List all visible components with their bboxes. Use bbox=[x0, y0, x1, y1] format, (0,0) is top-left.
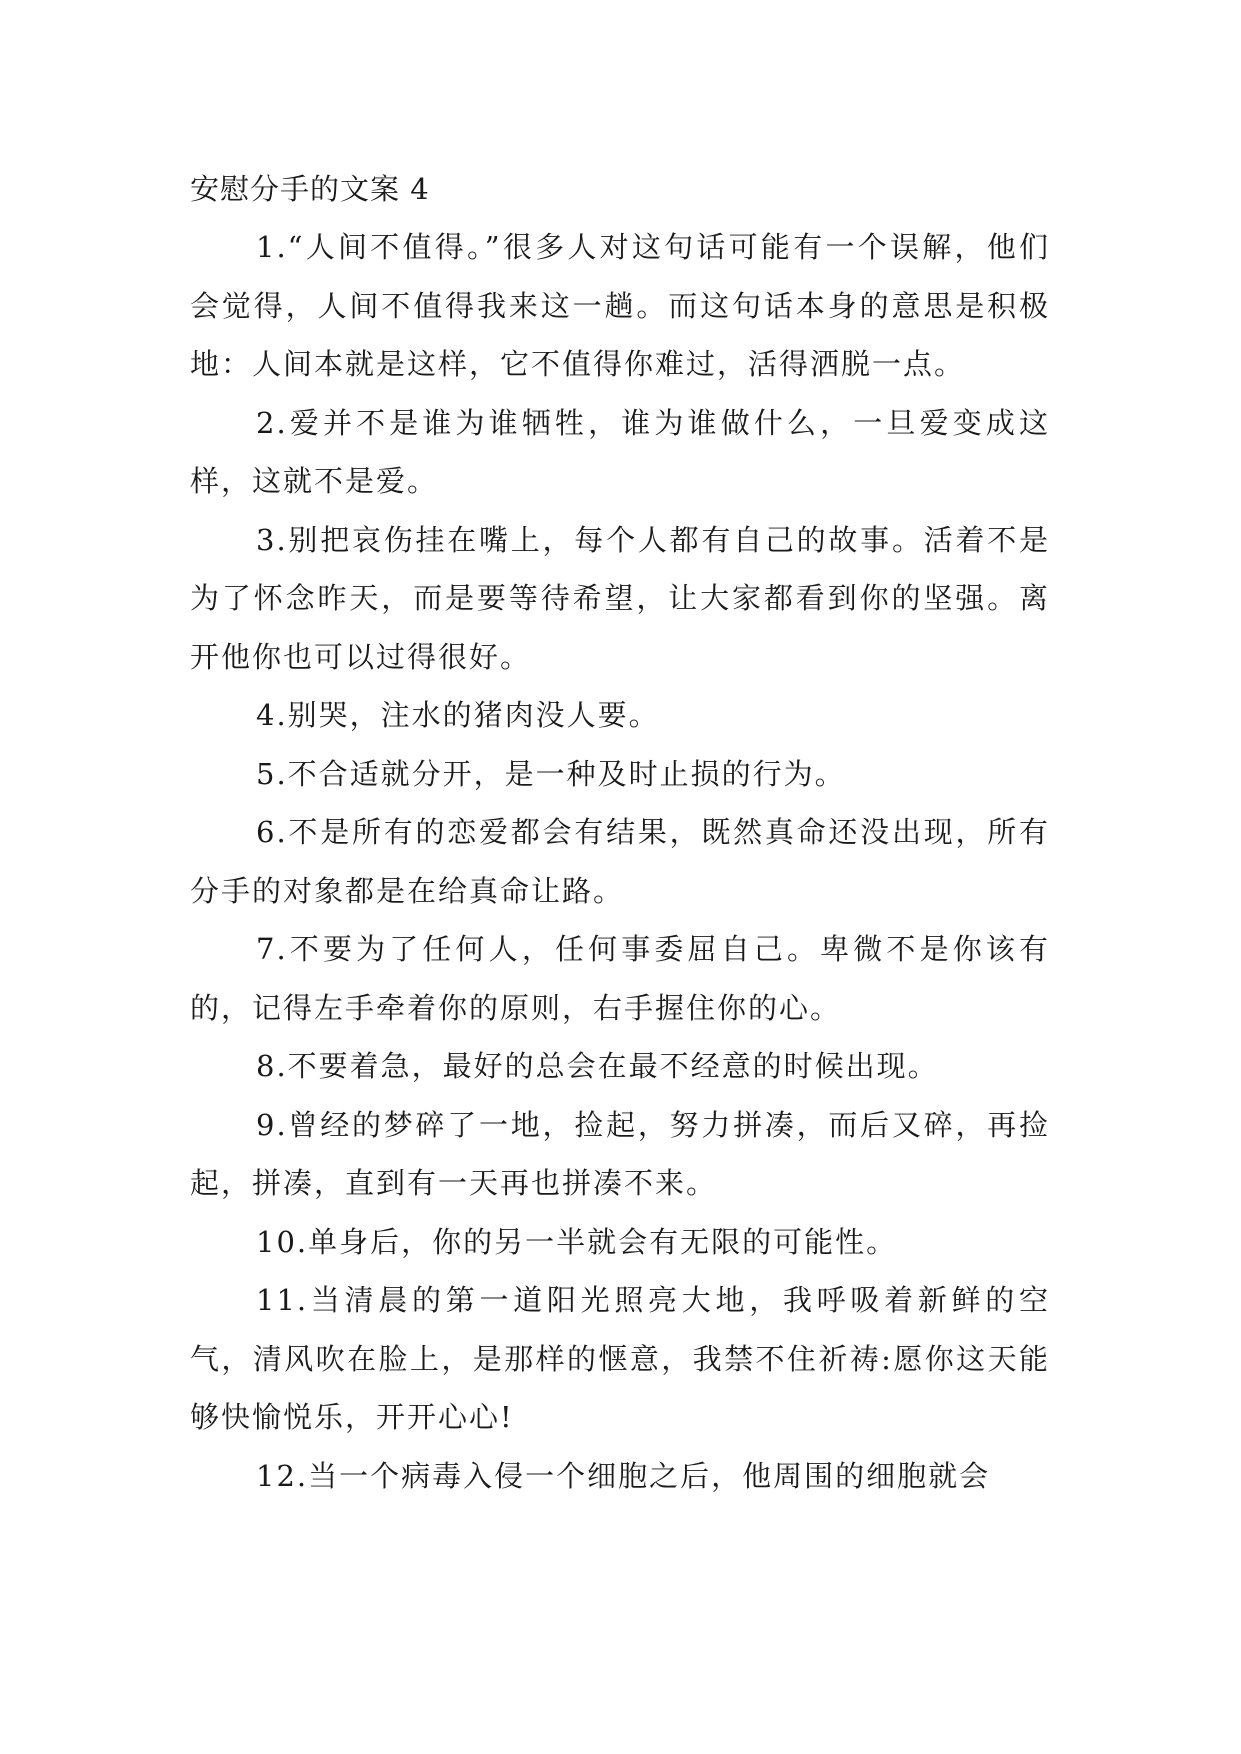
document-title: 安慰分手的文案 4 bbox=[190, 172, 430, 206]
paragraph-11: 11.当清晨的第一道阳光照亮大地，我呼吸着新鲜的空气，清风吹在脸上，是那样的惬意，我禁不住祈祷:愿你这天能够快愉悦乐，开开心心! bbox=[190, 1283, 1050, 1434]
paragraph-8: 8.不要着急，最好的总会在最不经意的时候出现。 bbox=[256, 1049, 939, 1083]
paragraph-3: 3.别把哀伤挂在嘴上，每个人都有自己的故事。活着不是为了怀念昨天，而是要等待希望，让大家都看到你的坚强。离开他你也可以过得很好。 bbox=[190, 522, 1050, 674]
paragraph-1: 1.“人间不值得。”很多人对这句话可能有一个误解，他们会觉得，人间不值得我来这一趟。而这句话本身的意思是积极地：人间本就是这样，它不值得你难过，活得洒脱一点。 bbox=[190, 230, 1050, 381]
paragraph-6: 6.不是所有的恋爱都会有结果，既然真命还没出现，所有分手的对象都是在给真命让路。 bbox=[190, 815, 1050, 908]
paragraph-9: 9.曾经的梦碎了一地，捡起，努力拼凑，而后又碎，再捡起，拼凑，直到有一天再也拼凑不来。 bbox=[190, 1107, 1050, 1200]
paragraph-4: 4.别哭，注水的猪肉没人要。 bbox=[256, 698, 660, 732]
document-body bbox=[190, 160, 1050, 1505]
paragraph-12: 12.当一个病毒入侵一个细胞之后，他周围的细胞就会 bbox=[256, 1458, 991, 1493]
paragraph-7: 7.不要为了任何人，任何事委屈自己。卑微不是你该有的，记得左手牵着你的原则，右手握住你的心。 bbox=[190, 932, 1050, 1025]
paragraph-5: 5.不合适就分开，是一种及时止损的行为。 bbox=[256, 756, 846, 791]
paragraph-2: 2.爱并不是谁为谁牺牲，谁为谁做什么，一旦爱变成这样，这就不是爱。 bbox=[190, 405, 1050, 498]
paragraph-10: 10.单身后，你的另一半就会有无限的可能性。 bbox=[256, 1224, 898, 1259]
